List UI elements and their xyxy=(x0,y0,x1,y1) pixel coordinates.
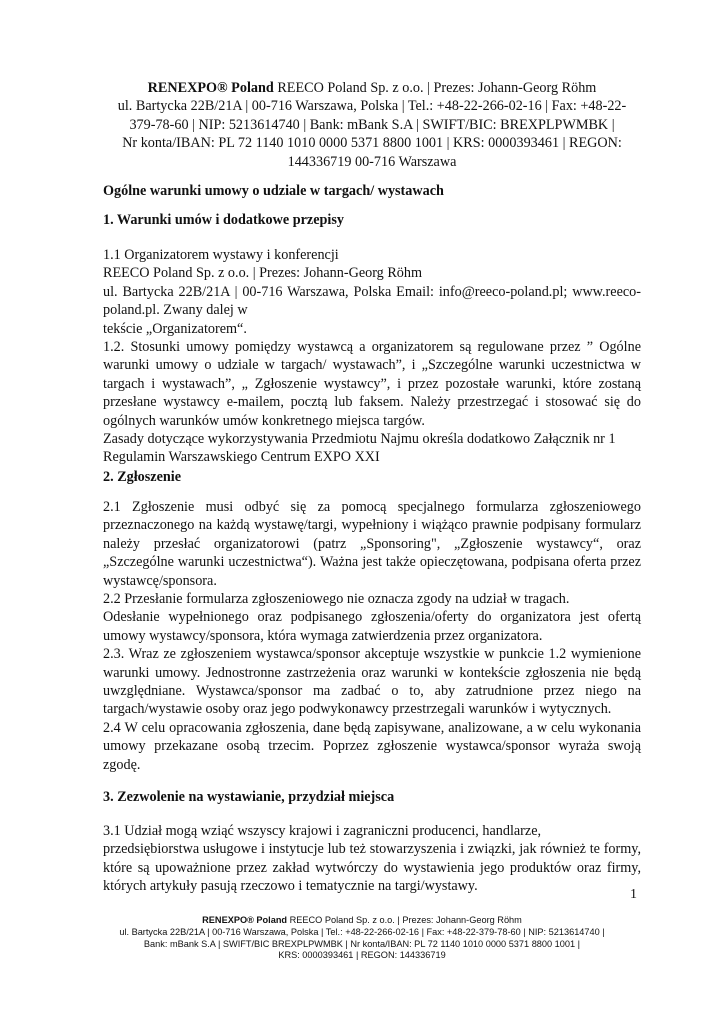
section-3-heading: 3. Zezwolenie na wystawianie, przydział miejsca xyxy=(103,789,395,805)
page-footer xyxy=(60,915,664,962)
footer-company: REECO Poland Sp. z o.o. | Prezes: Johann-Georg Röhm xyxy=(289,915,522,925)
letterhead-company: REECO Poland Sp. z o.o. | Prezes: Johann-Georg Röhm xyxy=(277,80,597,96)
letterhead-line-3: 379-78-60 | NIP: 5213614740 | Bank: mBank S.A | SWIFT/BIC: BREXPLPWMBK | xyxy=(129,116,615,133)
paragraph-2-2-offer: Odesłanie wypełnionego oraz podpisanego zgłoszenia/oferty do organizatora jest ofertą umowy wystawcy/sponsora, która wymaga zatwierdzenia przez organizatora. xyxy=(103,609,641,644)
paragraph-1-1-org: REECO Poland Sp. z o.o. | Prezes: Johann-Georg Röhm xyxy=(103,265,423,282)
letterhead-line-4: Nr konta/IBAN: PL 72 1140 1010 0000 5371 8800 1001 | KRS: 0000393461 | REGON: xyxy=(122,135,622,152)
document-title: Ogólne warunki umowy o udziale w targach/ wystawach xyxy=(103,183,444,199)
section-2-body xyxy=(103,498,641,774)
paragraph-2-1: 2.1 Zgłoszenie musi odbyć się za pomocą specjalnego formularza zgłoszeniowego przeznaczonego na każdą wystawę/targi, wypełniony i wiążąco prawnie podpisany formularz należy przesłać organizatorowi (patrz „Sponsoring", „Zgłoszenie wystawcy“, oraz „Szczególne warunki uczestnictwa“). Ważna jest także opieczętowana, podpisana oferta przez wystawcę/sponsora. xyxy=(103,499,641,589)
paragraph-2-2: 2.2 Przesłanie formularza zgłoszeniowego nie oznacza zgody na udział w tragach. xyxy=(103,591,570,608)
section-1-heading: 1. Warunki umów i dodatkowe przepisy xyxy=(103,212,344,228)
letterhead-brand: RENEXPO® Poland xyxy=(147,80,274,96)
section-2-heading: 2. Zgłoszenie xyxy=(103,469,182,485)
letterhead-line-2: ul. Bartycka 22B/21A | 00-716 Warszawa, Polska | Tel.: +48-22-266-02-16 | Fax: +48-22- xyxy=(117,98,627,115)
section-3-body xyxy=(103,822,641,896)
paragraph-3-1-rest: przedsiębiorstwa usługowe i instytucje lub też stowarzyszenia i związki, jak również te formy, które są upoważnione przez zakład wytwórczy do wystawienia jego produktów oraz firmy, których artykuły pasują rzeczowo i tematycznie na targi/wystawy. xyxy=(103,841,641,895)
paragraph-3-1-first-line: 3.1 Udział mogą wziąć wszyscy krajowi i zagraniczni producenci, handlarze, xyxy=(103,823,542,839)
paragraph-2-4: 2.4 W celu opracowania zgłoszenia, dane będą zapisywane, analizowane, a w celu wykonania umowy przekazane osobą trzecim. Poprzez zgłoszenie wystawca/sponsor wyraża swoją zgodę. xyxy=(103,719,641,773)
paragraph-1-1-tail: tekście „Organizatorem“. xyxy=(103,320,247,337)
footer-brand: RENEXPO® Poland xyxy=(202,915,288,925)
letterhead xyxy=(103,79,641,171)
footer-line-3: Bank: mBank S.A | SWIFT/BIC BREXPLPWMBK | Nr konta/IBAN: PL 72 1140 1010 0000 5371 8800 1001 | xyxy=(143,938,581,949)
section-1-body xyxy=(103,246,641,467)
paragraph-2-3: 2.3. Wraz ze zgłoszeniem wystawca/sponsor akceptuje wszystkie w punkcie 1.2 wymienione warunki umowy. Jednostronne zastrzeżenia oraz warunki w kontekście zgłoszenia nie będą uwzględniane. Wystawca/sponsor ma zadbać o to, aby zatrudnione przez niego na targach/wystawie osoby oraz jego podwykonawcy przestrzegali warunków i wytycznych. xyxy=(103,646,641,718)
footer-line-2: ul. Bartycka 22B/21A | 00-716 Warszawa, Polska | Tel.: +48-22-266-02-16 | Fax: +48-22-379-78-60 | NIP: 5213614740 | xyxy=(119,926,605,937)
paragraph-1-1-address: ul. Bartycka 22B/21A | 00-716 Warszawa, Polska Email: info@reeco-poland.pl; www.reeco-poland.pl. Zwany dalej w xyxy=(103,283,641,319)
paragraph-1-1: 1.1 Organizatorem wystawy i konferencji xyxy=(103,247,339,263)
letterhead-line-5: 144336719 00-716 Warszawa xyxy=(287,153,457,170)
footer-line-4: KRS: 0000393461 | REGON: 144336719 xyxy=(278,950,446,961)
paragraph-1-2-rules: Zasady dotyczące wykorzystywania Przedmiotu Najmu określa dodatkowo Załącznik nr 1 Regulamin Warszawskiego Centrum EXPO XXI xyxy=(103,431,616,466)
page-number: 1 xyxy=(630,887,637,902)
paragraph-1-2: 1.2. Stosunki umowy pomiędzy wystawcą a organizatorem są regulowane przez ” Ogólne warunki umowy o udziale w targach/ wystawach”, i „Szczególne warunki uczestnictwa w targach i wystawach”, „ Zgłoszenie wystawcy”, i przez pozostałe warunki, które zostaną przesłane wystawcy e-mailem, pocztą lub faksem. Należy przestrzegać i stosować się do ogólnych warunków umów konkretnego miejsca targów. xyxy=(103,339,641,429)
footer-line-1 xyxy=(60,915,664,927)
letterhead-line-1 xyxy=(103,79,641,97)
